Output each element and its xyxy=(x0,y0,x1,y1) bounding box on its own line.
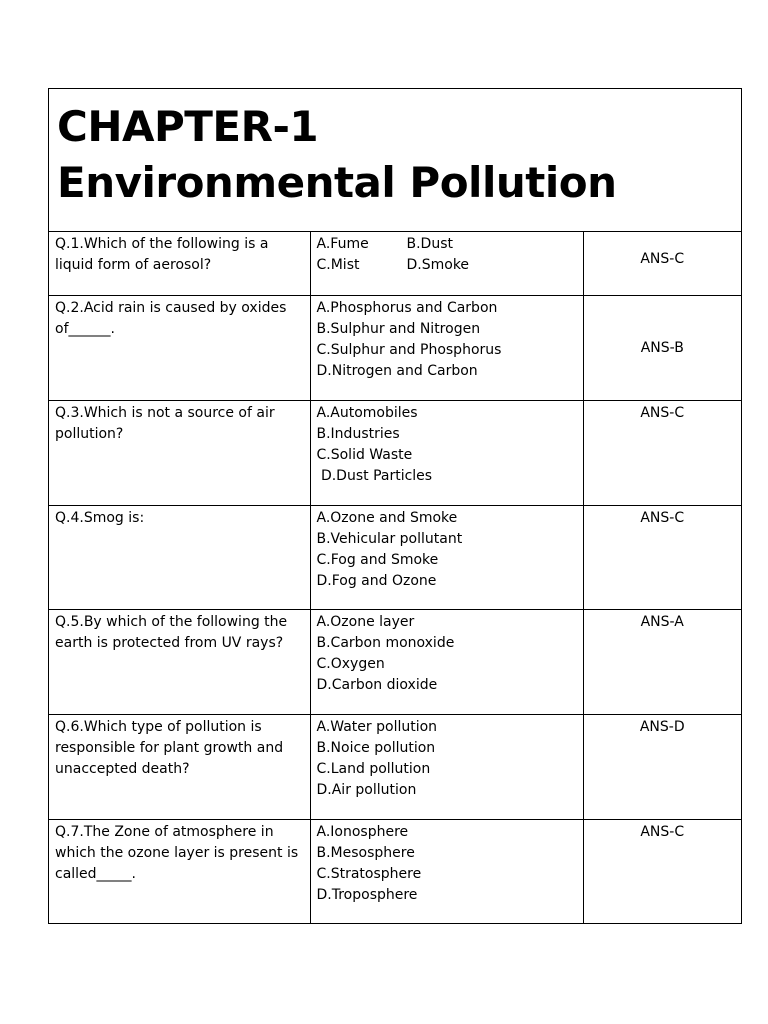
answer-cell xyxy=(583,819,741,923)
table-row xyxy=(49,295,741,400)
table-row xyxy=(49,819,741,923)
option-a: A.Ionosphere xyxy=(316,823,409,840)
options-cell xyxy=(310,295,583,400)
answer-text: ANS-B xyxy=(640,340,684,356)
answer-text: ANS-D xyxy=(639,718,685,735)
answer-text: ANS-C xyxy=(640,509,685,526)
answer-text: ANS-C xyxy=(640,823,685,840)
chapter-number: CHAPTER-1 xyxy=(57,102,319,151)
options-cell xyxy=(310,609,583,714)
option-b: B.Mesosphere xyxy=(316,844,415,861)
question-cell xyxy=(49,400,310,505)
answer-cell xyxy=(583,609,741,714)
question-text: Q.2.Acid rain is caused by oxides of______. xyxy=(55,299,287,337)
question-text: Q.5.By which of the following the earth is protected from UV rays? xyxy=(55,613,288,651)
option-b: B.Carbon monoxide xyxy=(316,634,455,651)
question-cell xyxy=(49,295,310,400)
option-c: C.Land pollution xyxy=(316,760,431,777)
option-c: C.Mist xyxy=(316,257,360,273)
answer-cell xyxy=(583,232,741,295)
question-text: Q.4.Smog is: xyxy=(55,509,145,526)
option-d: D.Troposphere xyxy=(316,886,418,903)
question-text: Q.6.Which type of pollution is responsible for plant growth and unaccepted death? xyxy=(55,718,284,777)
option-d: D.Nitrogen and Carbon xyxy=(316,362,478,379)
option-c: C.Stratosphere xyxy=(316,865,422,882)
question-table xyxy=(49,232,741,923)
option-d: D.Dust Particles xyxy=(316,467,433,484)
table-row xyxy=(49,232,741,295)
table-row xyxy=(49,400,741,505)
options-cell xyxy=(310,505,583,609)
option-b: B.Vehicular pollutant xyxy=(316,530,463,547)
question-text: Q.7.The Zone of atmosphere in which the ozone layer is present is called_____. xyxy=(55,823,299,882)
table-row xyxy=(49,714,741,819)
option-a: A.Ozone and Smoke xyxy=(316,509,458,526)
option-a: A.Phosphorus and Carbon xyxy=(316,299,498,316)
option-c: C.Solid Waste xyxy=(316,446,413,463)
answer-text: ANS-A xyxy=(640,613,684,630)
answer-cell xyxy=(583,400,741,505)
table-row xyxy=(49,505,741,609)
question-cell xyxy=(49,609,310,714)
worksheet xyxy=(48,88,742,924)
answer-text: ANS-C xyxy=(640,404,685,421)
options-cell xyxy=(310,819,583,923)
option-a: A.Fume xyxy=(316,236,369,252)
option-d: D.Fog and Ozone xyxy=(316,572,437,589)
options-cell xyxy=(310,232,583,295)
option-c: C.Oxygen xyxy=(316,655,385,672)
option-a: A.Automobiles xyxy=(316,404,418,421)
option-b: B.Sulphur and Nitrogen xyxy=(316,320,481,337)
chapter-header xyxy=(49,89,741,232)
answer-cell xyxy=(583,505,741,609)
option-a: A.Ozone layer xyxy=(316,613,415,630)
answer-cell xyxy=(583,295,741,400)
option-c: C.Fog and Smoke xyxy=(316,551,439,568)
option-b: B.Dust xyxy=(406,236,453,252)
question-cell xyxy=(49,232,310,295)
option-d: D.Carbon dioxide xyxy=(316,676,438,693)
question-cell xyxy=(49,505,310,609)
question-cell xyxy=(49,819,310,923)
question-text: Q.3.Which is not a source of air pollution? xyxy=(55,404,275,442)
option-b: B.Industries xyxy=(316,425,400,442)
option-a: A.Water pollution xyxy=(316,718,438,735)
answer-cell xyxy=(583,714,741,819)
option-d: D.Air pollution xyxy=(316,781,417,798)
chapter-title: Environmental Pollution xyxy=(57,158,617,207)
options-cell xyxy=(310,714,583,819)
question-cell xyxy=(49,714,310,819)
question-text: Q.1.Which of the following is a liquid form of aerosol? xyxy=(55,236,269,273)
option-b: B.Noice pollution xyxy=(316,739,436,756)
options-cell xyxy=(310,400,583,505)
option-d: D.Smoke xyxy=(406,257,470,273)
answer-text: ANS-C xyxy=(640,250,685,267)
option-c: C.Sulphur and Phosphorus xyxy=(316,341,502,358)
table-row xyxy=(49,609,741,714)
